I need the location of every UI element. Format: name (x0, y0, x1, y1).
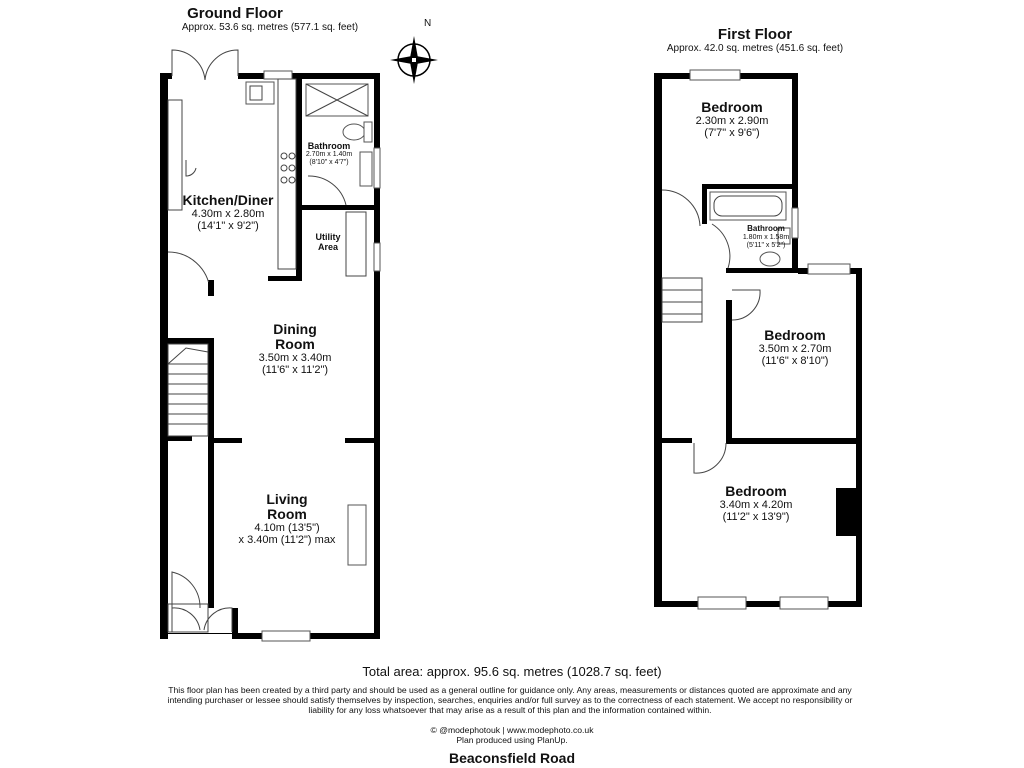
room-bathroom-ground (300, 141, 358, 167)
room-dimensions-imperial: (11'6" x 8'10") (761, 355, 829, 367)
room-name: Bathroom (747, 224, 785, 233)
room-dimensions: 4.10m (13'5") (254, 522, 320, 534)
room-dimensions-imperial: (11'6" x 11'2") (261, 364, 329, 376)
room-dimensions-imperial: (8'10" x 4'7") (309, 159, 349, 166)
room-dimensions-imperial: (11'2" x 13'9") (722, 511, 790, 523)
room-dimensions: 2.30m x 2.90m (695, 115, 769, 127)
room-bedroom-3 (696, 484, 816, 523)
room-dimensions: 2.70m x 1.40m (305, 151, 353, 158)
room-dining-room (232, 322, 358, 376)
room-dimensions: 3.50m x 2.70m (758, 343, 832, 355)
room-bathroom-first (728, 224, 804, 250)
room-living-room (220, 492, 354, 546)
room-dimensions-imperial: (7'7" x 9'6") (704, 127, 760, 139)
total-area: Total area: approx. 95.6 sq. metres (1028.7 sq. feet) (362, 664, 662, 679)
first-floor-title: First Floor (717, 26, 793, 43)
planup-credit: Plan produced using PlanUp. (456, 735, 568, 745)
room-name: Kitchen/Diner (182, 192, 274, 208)
first-floor-area: Approx. 42.0 sq. metres (451.6 sq. feet) (666, 43, 844, 54)
room-dimensions: 1.80m x 1.58m (742, 234, 790, 241)
room-bedroom-2 (740, 328, 850, 367)
room-name: Bedroom (764, 327, 826, 343)
room-name: Utility Area (315, 232, 341, 252)
room-name: Dining Room (273, 321, 317, 352)
room-utility-area (312, 232, 344, 252)
room-dimensions-imperial: (14'1" x 9'2") (197, 220, 259, 232)
compass-north-label: N (424, 18, 432, 29)
ground-floor-title: Ground Floor (187, 5, 283, 22)
ground-floor-area: Approx. 53.6 sq. metres (577.1 sq. feet) (181, 22, 359, 33)
compass-icon (390, 36, 438, 84)
room-name: Bathroom (307, 141, 351, 151)
room-name: Bedroom (725, 483, 787, 499)
room-name: Bedroom (701, 99, 763, 115)
room-dimensions: 3.40m x 4.20m (719, 499, 793, 511)
room-dimensions-imperial: (5'11" x 5'2") (746, 242, 786, 249)
room-name: Living Room (266, 491, 308, 522)
room-dimensions: 4.30m x 2.80m (191, 208, 265, 220)
room-dimensions-imperial: x 3.40m (11'2") max (238, 534, 336, 546)
property-address: Beaconsfield Road (448, 750, 576, 766)
room-bedroom-1 (672, 100, 792, 139)
photographer-credit: © @modephotouk | www.modephoto.co.uk (430, 725, 594, 735)
room-dimensions: 3.50m x 3.40m (258, 352, 332, 364)
room-kitchen-diner (168, 193, 288, 232)
disclaimer-text: This floor plan has been created by a third party and should be used as a general outline for guidance only. Any areas, measurements or distances quoted are approximate and any intending purchaser or lessee should satisfy themselves by inspection, searches, enquiries and/or full survey as to the correctness of each statement. We accept no responsibility or liability for any loss whatsoever that may arise as a result of this plan and the information contained within. (167, 685, 853, 715)
